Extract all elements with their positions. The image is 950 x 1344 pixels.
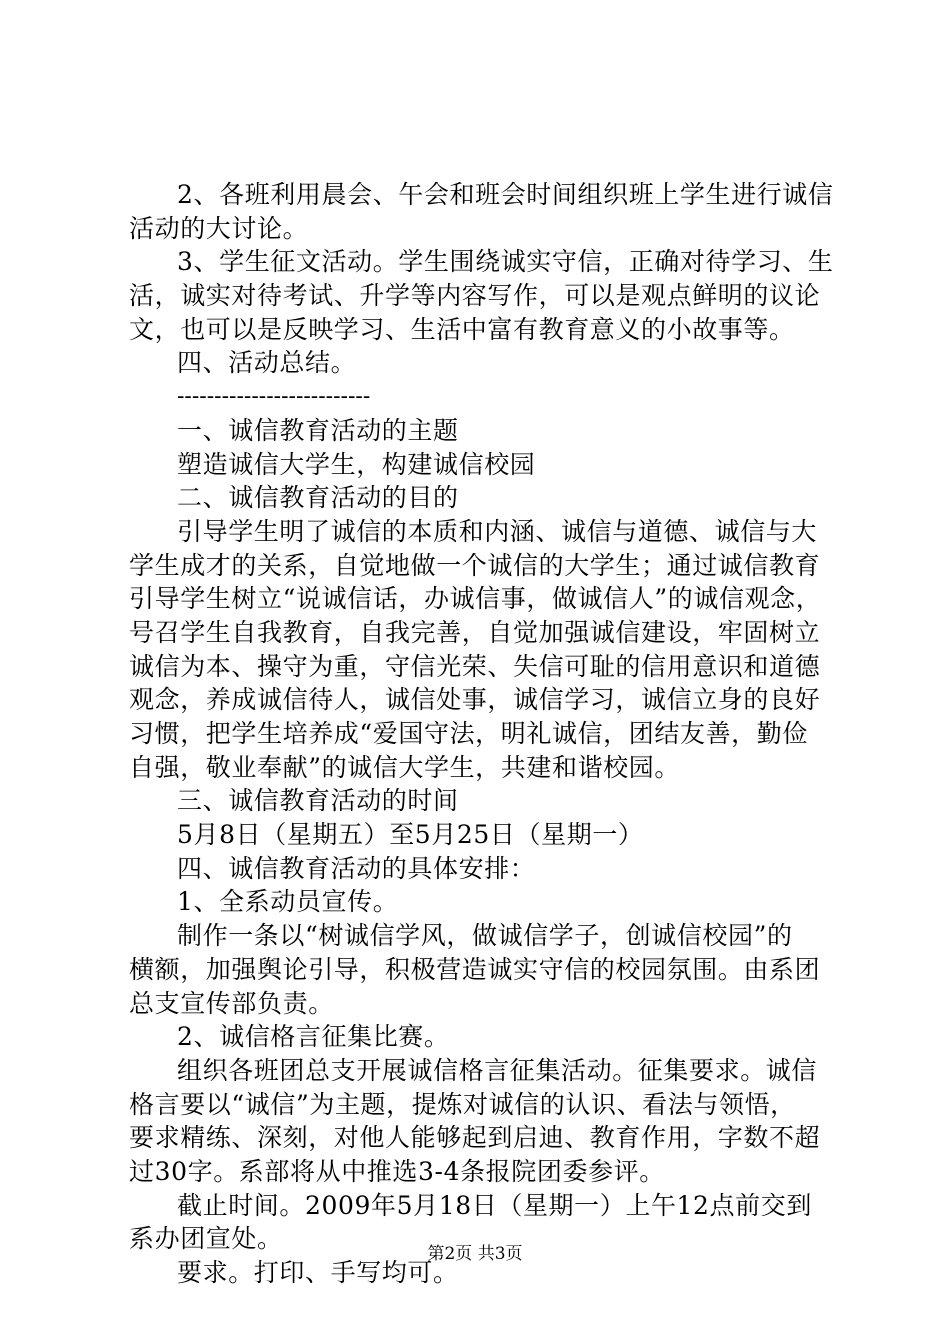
text-line: 诚信为本、操守为重，守信光荣、失信可耻的信用意识和道德 [129,651,821,681]
text-line: 过30字。系部将从中推选3-4条报院团委参评。 [129,1156,665,1186]
text-line: 引导学生明了诚信的本质和内涵、诚信与道德、诚信与大 [177,516,818,546]
separator-line: -------------------------- [177,384,371,410]
text-line: 5月8日（星期五）至5月25日（星期一） [177,820,644,850]
text-line: 三、诚信教育活动的时间 [177,786,459,816]
text-line: 2、诚信格言征集比赛。 [177,1022,450,1052]
text-line: 要求。打印、手写均可。 [177,1258,459,1287]
text-line: 系办团宣处。 [129,1224,283,1254]
text-line: 四、诚信教育活动的具体安排： [177,853,536,883]
text-line: 四、活动总结。 [177,348,357,378]
text-line: 引导学生树立“说诚信话，办诚信事，做诚信人”的诚信观念， [129,584,822,614]
text-line: 自强，敬业奉献”的诚信大学生，共建和谐校园。 [129,752,680,782]
text-line: 塑造诚信大学生，构建诚信校园 [177,449,536,479]
text-line: 学生成才的关系，自觉地做一个诚信的大学生；通过诚信教育 [129,550,821,580]
text-line: 组织各班团总支开展诚信格言征集活动。征集要求。诚信 [177,1055,818,1085]
text-line: 格言要以“诚信”为主题，提炼对诚信的认识、看法与领悟， [129,1089,796,1119]
text-line: 文，也可以是反映学习、生活中富有教育意义的小故事等。 [129,314,795,344]
text-line: 横额，加强舆论引导，积极营造诚实守信的校园氛围。由系团 [129,954,821,984]
document-body [129,178,834,1290]
text-line: 3、学生征文活动。学生围绕诚实守信，正确对待学习、生 [177,247,834,277]
text-line: 号召学生自我教育，自我完善，自觉加强诚信建设，牢固树立 [129,617,821,647]
page-footer: 第2页 共3页 [427,1244,523,1264]
text-line: 2、各班利用晨会、午会和班会时间组织班上学生进行诚信 [177,180,834,209]
text-line: 截止时间。2009年5月18日（星期一）上午12点前交到 [177,1190,812,1220]
text-line: 1、全系动员宣传。 [177,887,399,917]
text-line: 活动的大讨论。 [129,213,309,243]
text-line: 习惯，把学生培养成“爱国守法，明礼诚信，团结友善，勤俭 [129,719,808,748]
text-line: 一、诚信教育活动的主题 [177,415,459,445]
text-line: 要求精练、深刻，对他人能够起到启迪、教育作用，字数不超 [129,1123,821,1153]
text-line: 总支宣传部负责。 [129,988,334,1018]
text-line: 制作一条以“树诚信学风，做诚信学子，创诚信校园”的 [177,921,793,951]
text-line: 活，诚实对待考试、升学等内容写作，可以是观点鲜明的议论 [129,281,821,311]
text-line: 二、诚信教育活动的目的 [177,483,459,513]
text-line: 观念，养成诚信待人，诚信处事，诚信学习，诚信立身的良好 [129,685,821,715]
